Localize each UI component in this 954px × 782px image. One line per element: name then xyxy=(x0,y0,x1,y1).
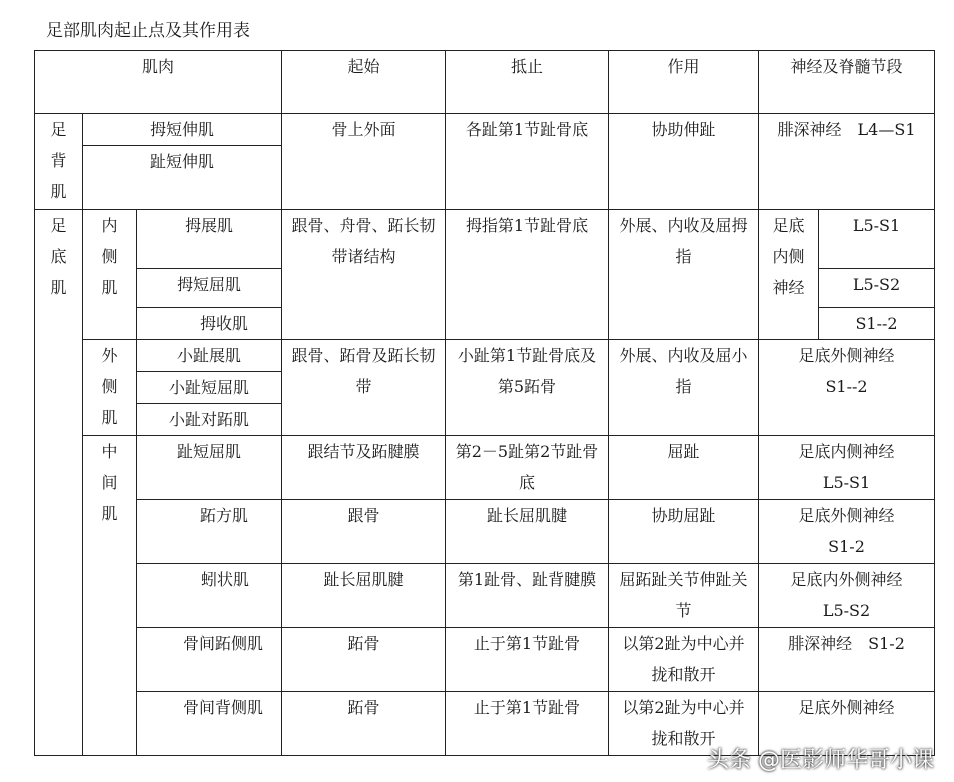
nerve-text: 足底外侧神经 S1-2 xyxy=(798,506,895,556)
insertion-text: 第2－5趾第2节趾骨底 xyxy=(455,442,599,492)
table-row xyxy=(35,564,935,628)
muscle-cell: 趾短屈肌 xyxy=(137,436,282,500)
page-title: 足部肌肉起止点及其作用表 xyxy=(46,21,250,41)
origin-cell: 骨上外面 xyxy=(282,114,446,210)
nerve-cell: 腓深神经 S1-2 xyxy=(759,628,935,692)
action-cell: 屈趾 xyxy=(609,436,759,500)
insertion-cell: 趾长屈肌腱 xyxy=(446,500,609,564)
header-action: 作用 xyxy=(609,51,759,114)
origin-cell: 跟骨 xyxy=(282,500,446,564)
group-medial xyxy=(83,210,137,340)
header-row xyxy=(35,51,935,114)
muscle-cell: 小趾短屈肌 xyxy=(137,372,282,404)
muscle-cell: 骨间跖侧肌 xyxy=(137,628,282,692)
origin-text: 跟骨、跖骨及跖长韧带 xyxy=(291,346,436,396)
group-dorsal-label: 足 背 肌 xyxy=(50,120,67,201)
insertion-cell: 止于第1节趾骨 xyxy=(446,692,609,756)
origin-cell: 趾长屈肌腱 xyxy=(282,564,446,628)
muscle-cell: 小趾对跖肌 xyxy=(137,404,282,436)
header-nerve: 神经及脊髓节段 xyxy=(759,51,935,114)
watermark: 头条 @医影师华哥小课 xyxy=(707,748,934,773)
insertion-cell xyxy=(446,564,609,628)
group-lateral xyxy=(83,340,137,436)
muscle-cell: 趾短伸肌 xyxy=(83,146,282,210)
nerve-cell xyxy=(759,340,935,436)
origin-cell xyxy=(282,340,446,436)
muscle-cell: 小趾展肌 xyxy=(137,340,282,372)
header-origin: 起始 xyxy=(282,51,446,114)
action-cell: 协助伸趾 xyxy=(609,114,759,210)
nerve-cell xyxy=(759,210,819,340)
muscle-cell: 拇收肌 xyxy=(137,308,282,340)
action-cell xyxy=(609,628,759,692)
action-cell xyxy=(609,340,759,436)
insertion-text: 小趾第1节趾骨底及第5跖骨 xyxy=(457,346,597,396)
origin-cell: 跖骨 xyxy=(282,692,446,756)
insertion-cell: 各趾第1节趾骨底 xyxy=(446,114,609,210)
action-cell: 协助屈趾 xyxy=(609,500,759,564)
muscle-cell: 拇短屈肌 xyxy=(137,269,282,308)
table-row xyxy=(35,500,935,564)
group-dorsal xyxy=(35,114,83,210)
origin-text: 跟骨、舟骨、跖长韧带诸结构 xyxy=(291,216,436,266)
group-plantar-label: 足 底 肌 xyxy=(50,216,67,297)
nerve-text: 足底内外侧神经 L5-S2 xyxy=(790,570,903,620)
action-text: 屈跖趾关节伸趾关节 xyxy=(619,570,748,620)
origin-cell: 跖骨 xyxy=(282,628,446,692)
muscle-cell: 跖方肌 xyxy=(137,500,282,564)
table-row xyxy=(35,114,935,146)
origin-cell xyxy=(282,210,446,340)
action-text: 外展、内收及屈小指 xyxy=(619,346,748,396)
insertion-text: 第1趾骨、趾背腱膜 xyxy=(457,570,597,589)
group-plantar xyxy=(35,210,83,756)
segment-cell: L5-S1 xyxy=(819,210,935,269)
nerve-text: 足底 内侧 神经 xyxy=(772,216,805,297)
table-row xyxy=(35,340,935,372)
nerve-cell xyxy=(759,436,935,500)
nerve-cell xyxy=(759,500,935,564)
group-medial-label: 内 侧 肌 xyxy=(101,216,118,297)
table-row xyxy=(35,436,935,500)
action-cell xyxy=(609,564,759,628)
muscle-cell: 拇短伸肌 xyxy=(83,114,282,146)
muscle-table xyxy=(34,50,935,756)
insertion-cell: 拇指第1节趾骨底 xyxy=(446,210,609,340)
nerve-cell xyxy=(759,564,935,628)
insertion-cell xyxy=(446,340,609,436)
nerve-text: 足底内侧神经 L5-S1 xyxy=(798,442,895,492)
muscle-cell: 蚓状肌 xyxy=(137,564,282,628)
group-middle xyxy=(83,436,137,756)
nerve-text: 足底外侧神经 S1--2 xyxy=(798,346,895,396)
insertion-cell xyxy=(446,436,609,500)
insertion-cell: 止于第1节趾骨 xyxy=(446,628,609,692)
muscle-cell: 拇展肌 xyxy=(137,210,282,269)
header-insertion: 抵止 xyxy=(446,51,609,114)
action-text: 外展、内收及屈拇指 xyxy=(619,216,748,266)
action-text: 以第2趾为中心并拢和散开 xyxy=(622,698,745,748)
action-text: 以第2趾为中心并拢和散开 xyxy=(622,634,745,684)
header-muscle: 肌肉 xyxy=(35,51,282,114)
muscle-cell: 骨间背侧肌 xyxy=(137,692,282,756)
segment-cell: S1--2 xyxy=(819,308,935,340)
table-row xyxy=(35,628,935,692)
group-lateral-label: 外 侧 肌 xyxy=(101,346,118,427)
segment-cell: L5-S2 xyxy=(819,269,935,308)
nerve-cell: 腓深神经 L4—S1 xyxy=(759,114,935,210)
table-row xyxy=(35,210,935,269)
nerve-cell: 足底外侧神经 xyxy=(759,692,935,756)
action-cell xyxy=(609,210,759,340)
group-middle-label: 中 间 肌 xyxy=(101,442,118,523)
origin-cell: 跟结节及跖腱膜 xyxy=(282,436,446,500)
